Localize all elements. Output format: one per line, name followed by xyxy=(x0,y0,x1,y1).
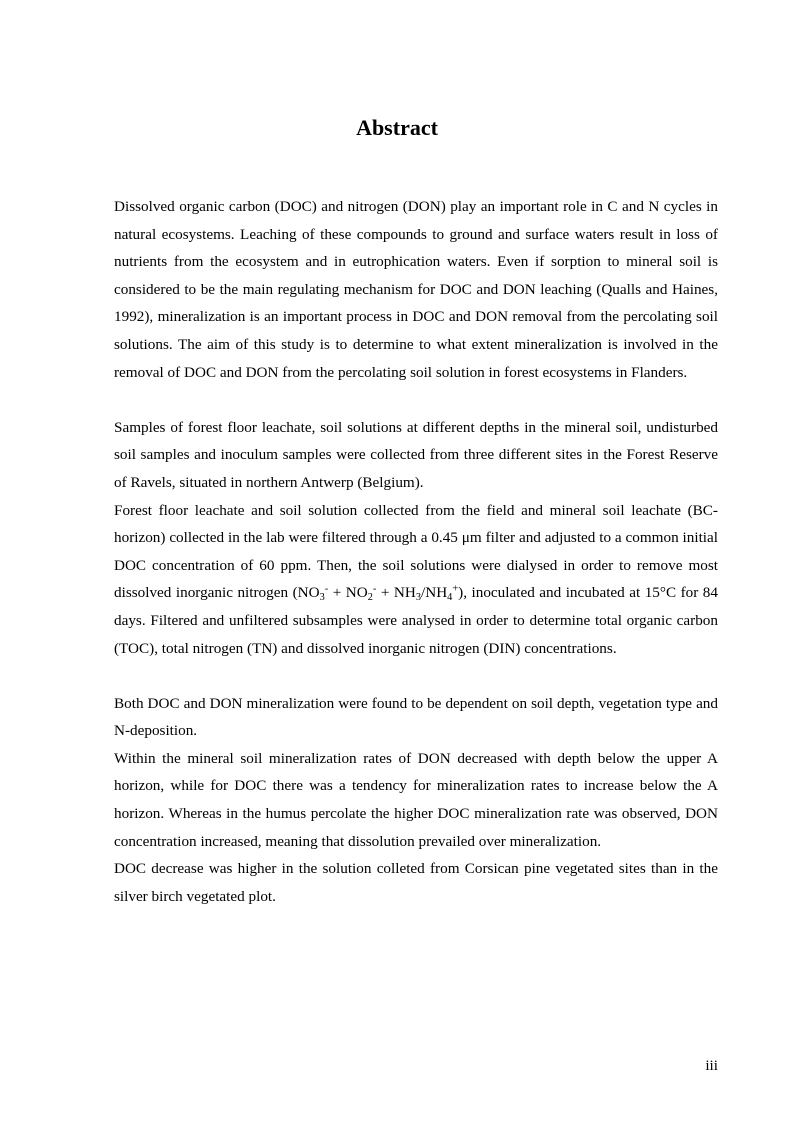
no2-superscript: - xyxy=(372,583,377,595)
no3-superscript: - xyxy=(324,583,329,595)
no3-subscript: 3 xyxy=(319,592,325,604)
paragraph-results-intro: Both DOC and DON mineralization were found to be dependent on soil depth, vegetation type and N-deposition. xyxy=(114,694,718,740)
nh4-superscript: + xyxy=(452,583,459,595)
methods-text-2: + NO xyxy=(328,584,368,602)
paragraph-methods xyxy=(114,497,718,663)
abstract-body xyxy=(114,193,718,910)
methods-text-5: ), inoculated and incubated at 15°C for 84 days. Filtered and unfiltered subsamples were analysed in order to determine total organic carbon (TOC), total nitrogen (TN) and dissolved inorganic nitrogen (DIN) concentrations. xyxy=(114,584,718,657)
paragraph-sampling: Samples of forest floor leachate, soil solutions at different depths in the mineral soil, undisturbed soil samples and inoculum samples were collected from three different sites in the Forest Reserve of Ravels, situated in northern Antwerp (Belgium). xyxy=(114,418,718,491)
methods-text-4: /NH xyxy=(421,584,448,602)
paragraph-results-vegetation: DOC decrease was higher in the solution colleted from Corsican pine vegetated sites than in the silver birch vegetated plot. xyxy=(114,860,718,905)
page-title: Abstract xyxy=(356,115,438,140)
nh4-subscript: 4 xyxy=(447,592,453,604)
nh3-subscript: 3 xyxy=(415,592,422,604)
paragraph-spacer xyxy=(114,386,718,414)
methods-text-3: + NH xyxy=(376,584,416,602)
page-number: iii xyxy=(705,1057,718,1074)
methods-text-1: Forest floor leachate and soil solution collected from the field and mineral soil leachate (BC-horizon) collected in the lab were filtered through a 0.45 μm filter and adjusted to a common initial DOC concentration of 60 ppm. Then, the soil solutions were dialysed in order to remove most dissolved inorganic nitrogen (NO xyxy=(114,501,718,602)
paragraph-spacer xyxy=(114,662,718,690)
paragraph-intro: Dissolved organic carbon (DOC) and nitrogen (DON) play an important role in C and N cycles in natural ecosystems. Leaching of these compounds to ground and surface waters result in loss of nutrients from the ecosystem and in eutrophication waters. Even if sorption to mineral soil is considered to be the main regulating mechanism for DOC and DON leaching (Qualls and Haines, 1992), mineralization is an important process in DOC and DON removal from the percolating soil solutions. The aim of this study is to determine to what extent mineralization is involved in the removal of DOC and DON from the percolating soil solution in forest ecosystems in Flanders. xyxy=(114,198,718,381)
paragraph-results-depth: Within the mineral soil mineralization rates of DON decreased with depth below the upper A horizon, while for DOC there was a tendency for mineralization rates to increase below the A horizon. Whereas in the humus percolate the higher DOC mineralization rate was observed, DON concentration increased, meaning that dissolution prevailed over mineralization. xyxy=(114,749,718,850)
no2-subscript: 2 xyxy=(367,592,373,604)
